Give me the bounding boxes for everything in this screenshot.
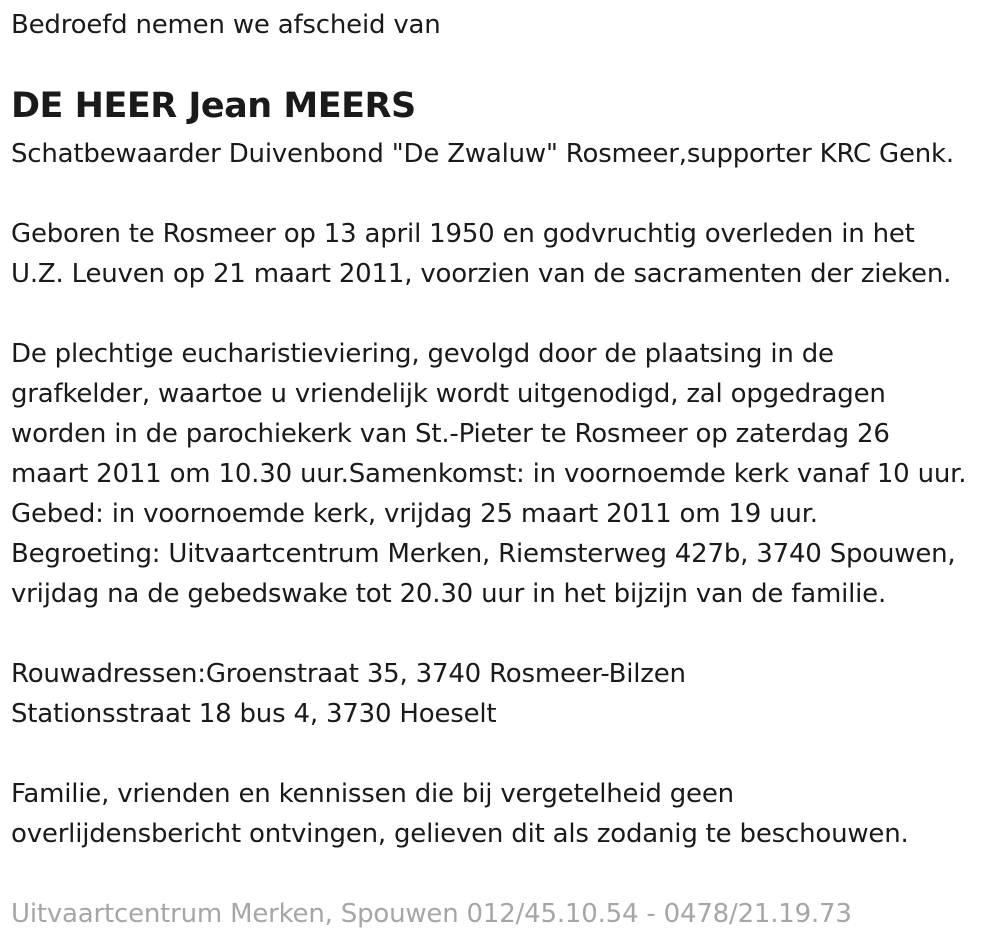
paragraph-line: worden in de parochiekerk van St.-Pieter te Rosmeer op zaterdag 26 [11, 419, 890, 449]
paragraph-line: Begroeting: Uitvaartcentrum Merken, Riemsterweg 427b, 3740 Spouwen, [11, 539, 956, 569]
paragraph-line: maart 2011 om 10.30 uur.Samenkomst: in voornoemde kerk vanaf 10 uur. [11, 459, 967, 489]
funeral-home-footer: Uitvaartcentrum Merken, Spouwen 012/45.10.54 - 0478/21.19.73 [11, 899, 852, 929]
address-line: Rouwadressen:Groenstraat 35, 3740 Rosmeer-Bilzen [11, 659, 686, 689]
intro-text: Bedroefd nemen we afscheid van [11, 10, 441, 40]
paragraph-line: overlijdensbericht ontvingen, gelieven dit als zodanig te beschouwen. [11, 819, 909, 849]
paragraph-line: U.Z. Leuven op 21 maart 2011, voorzien van de sacramenten der zieken. [11, 259, 952, 289]
ceremony-paragraph [11, 334, 966, 614]
deceased-name: DE HEER Jean MEERS [11, 86, 416, 126]
paragraph-line: De plechtige eucharistieviering, gevolgd door de plaatsing in de [11, 339, 834, 369]
paragraph-line: vrijdag na de gebedswake tot 20.30 uur in het bijzijn van de familie. [11, 579, 887, 609]
paragraph-line: Gebed: in voornoemde kerk, vrijdag 25 maart 2011 om 19 uur. [11, 499, 818, 529]
paragraph-line: Geboren te Rosmeer op 13 april 1950 en godvruchtig overleden in het [11, 219, 915, 249]
address-line: Stationsstraat 18 bus 4, 3730 Hoeselt [11, 699, 497, 729]
paragraph-line: Familie, vrienden en kennissen die bij vergetelheid geen [11, 779, 734, 809]
birth-death-paragraph [11, 214, 951, 294]
deceased-description: Schatbewaarder Duivenbond "De Zwaluw" Rosmeer,supporter KRC Genk. [11, 139, 954, 169]
family-note-paragraph [11, 774, 909, 854]
paragraph-line: grafkelder, waartoe u vriendelijk wordt uitgenodigd, zal opgedragen [11, 379, 886, 409]
mourning-addresses [11, 654, 686, 734]
